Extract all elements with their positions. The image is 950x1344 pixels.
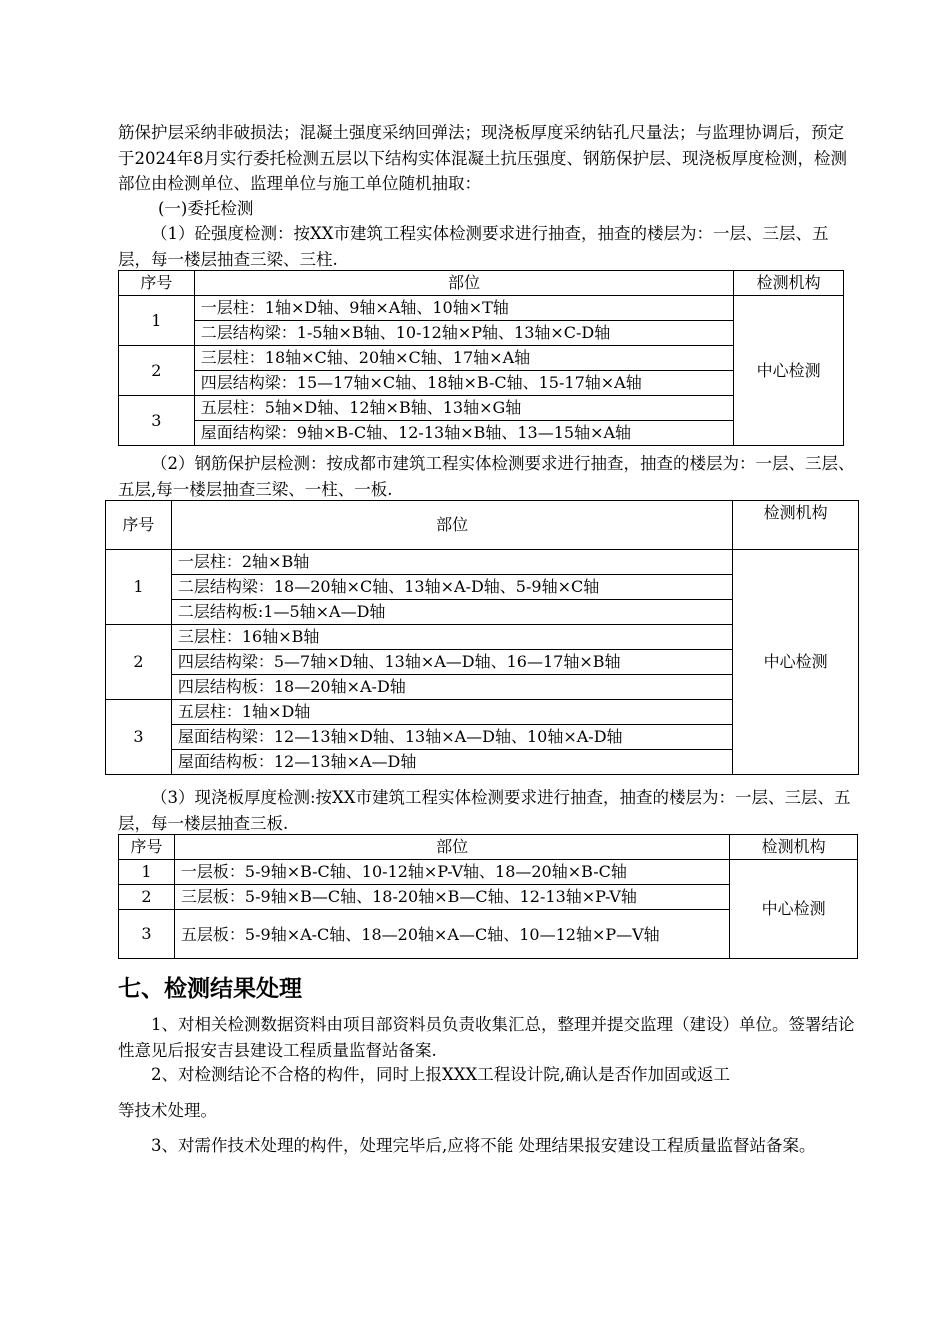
- row-location: 二层结构板:1—5轴×A—D轴: [171, 600, 732, 625]
- item3-paragraph: （3）现浇板厚度检测:按XX市建筑工程实体检测要求进行抽查，抽查的楼层为：一层、三层、五层，每一楼层抽查三板.: [118, 788, 851, 833]
- table-slab-thickness: [118, 834, 858, 959]
- row-location: 屋面结构梁：9轴×B-C轴、12-13轴×B轴、13—15轴×A轴: [194, 421, 733, 446]
- row-location: 一层柱：1轴×D轴、9轴×A轴、10轴×T轴: [194, 296, 733, 321]
- row-location: 四层结构梁：5—7轴×D轴、13轴×A—D轴、16—17轴×B轴: [171, 650, 732, 675]
- agency-cell: 中心检测: [734, 296, 844, 446]
- header-location: 部位: [171, 501, 732, 550]
- agency-cell: 中心检测: [733, 550, 859, 775]
- header-agency: 检测机构: [733, 501, 859, 550]
- row-location: 屋面结构板：12—13轴×A—D轴: [171, 750, 732, 775]
- table-header-row: [106, 501, 859, 550]
- table-header-row: [119, 835, 858, 860]
- header-no: 序号: [106, 501, 172, 550]
- row-no: 1: [106, 550, 172, 625]
- section7-paragraph-1: 1、对相关检测数据资料由项目部资料员负责收集汇总，整理并提交监理（建设）单位。签署结论性意见后报安吉县建设工程质量监督站备案.: [118, 1015, 855, 1060]
- row-no: 1: [119, 296, 195, 346]
- section7-paragraph-2-continued: 等技术处理。: [118, 1101, 217, 1120]
- table-header-row: [119, 271, 844, 296]
- sub-heading: (一)委托检测: [158, 199, 254, 218]
- row-no: 1: [119, 860, 175, 885]
- row-location: 屋面结构梁：12—13轴×D轴、13轴×A—D轴、10轴×A-D轴: [171, 725, 732, 750]
- header-no: 序号: [119, 271, 195, 296]
- header-no: 序号: [119, 835, 175, 860]
- row-location: 一层板：5-9轴×B-C轴、10-12轴×P-V轴、18—20轴×B-C轴: [174, 860, 729, 885]
- row-location: 二层结构梁：18—20轴×C轴、13轴×A-D轴、5-9轴×C轴: [171, 575, 732, 600]
- header-agency: 检测机构: [730, 835, 858, 860]
- agency-cell: 中心检测: [730, 860, 858, 959]
- intro-paragraph: 筋保护层采纳非破损法；混凝土强度采纳回弹法；现浇板厚度采纳钻孔尺量法；与监理协调后，预定于2024年8月实行委托检测五层以下结构实体混凝土抗压强度、钢筋保护层、现浇板厚度检测，检测部位由检测单位、监理单位与施工单位随机抽取：: [118, 123, 847, 193]
- row-no: 3: [119, 396, 195, 446]
- row-no: 3: [119, 910, 175, 959]
- header-location: 部位: [174, 835, 729, 860]
- table-row: [119, 860, 858, 885]
- table-row: [106, 550, 859, 575]
- row-no: 2: [119, 885, 175, 910]
- row-location: 三层柱：18轴×C轴、20轴×C轴、17轴×A轴: [194, 346, 733, 371]
- row-no: 2: [106, 625, 172, 700]
- section7-paragraph-2: 2、对检测结论不合格的构件，同时上报XXX工程设计院,确认是否作加固或返工: [151, 1065, 730, 1084]
- row-location: 五层板：5-9轴×A-C轴、18—20轴×A—C轴、10—12轴×P—V轴: [174, 910, 729, 959]
- item1-paragraph: （1）砼强度检测：按XX市建筑工程实体检测要求进行抽查，抽查的楼层为：一层、三层、五层，每一楼层抽查三梁、三柱.: [118, 224, 829, 269]
- row-location: 四层结构板：18—20轴×A-D轴: [171, 675, 732, 700]
- header-location: 部位: [194, 271, 733, 296]
- row-location: 三层柱：16轴×B轴: [171, 625, 732, 650]
- row-location: 五层柱：1轴×D轴: [171, 700, 732, 725]
- item2-paragraph: （2）钢筋保护层检测：按成都市建筑工程实体检测要求进行抽查，抽查的楼层为：一层、三层、五层,每一楼层抽查三梁、一柱、一板.: [118, 454, 855, 499]
- section7-paragraph-3: 3、对需作技术处理的构件，处理完毕后,应将不能 处理结果报安建设工程质量监督站备案。: [151, 1136, 816, 1155]
- table-concrete-strength: [118, 270, 844, 446]
- table-rebar-cover: [105, 500, 859, 775]
- header-agency: 检测机构: [734, 271, 844, 296]
- row-location: 四层结构梁：15—17轴×C轴、18轴×B-C轴、15-17轴×A轴: [194, 371, 733, 396]
- row-location: 一层柱：2轴×B轴: [171, 550, 732, 575]
- row-location: 二层结构梁：1-5轴×B轴、10-12轴×P轴、13轴×C-D轴: [194, 321, 733, 346]
- row-no: 2: [119, 346, 195, 396]
- section-title: 七、检测结果处理: [118, 976, 302, 1002]
- table-row: [119, 296, 844, 321]
- row-location: 五层柱：5轴×D轴、12轴×B轴、13轴×G轴: [194, 396, 733, 421]
- row-no: 3: [106, 700, 172, 775]
- row-location: 三层板：5-9轴×B—C轴、18-20轴×B—C轴、12-13轴×P-V轴: [174, 885, 729, 910]
